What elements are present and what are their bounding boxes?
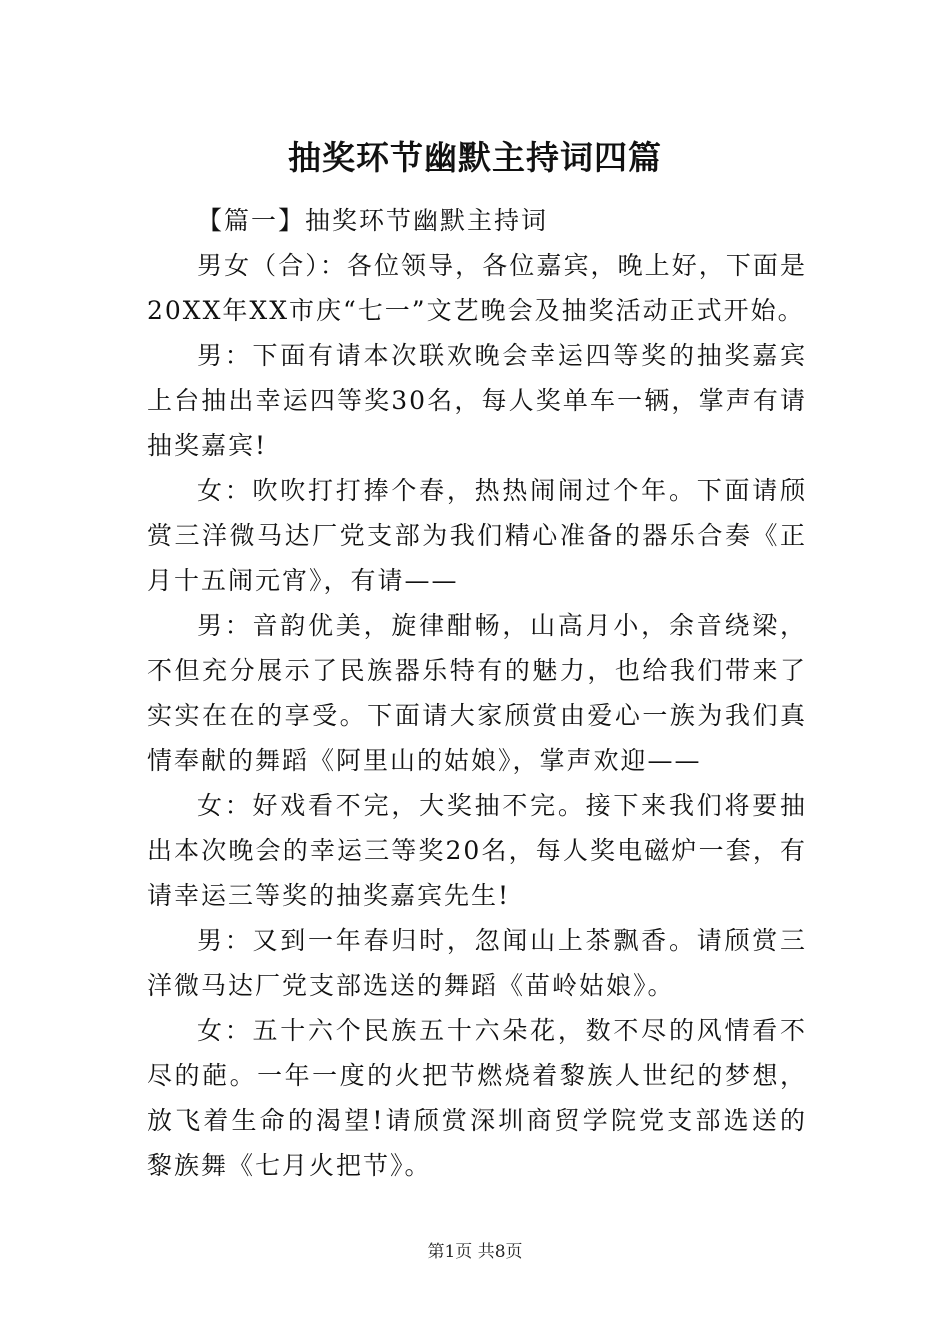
paragraph: 男：音韵优美，旋律酣畅，山高月小，余音绕梁，不但充分展示了民族器乐特有的魅力，也给我们带来了实实在在的享受。下面请大家颀赏由爱心一族为我们真情奉献的舞蹈《阿里山的姑娘》，掌声欢迎—— [147, 611, 807, 775]
paragraph: 女：吹吹打打捧个春，热热闹闹过个年。下面请颀赏三洋微马达厂党支部为我们精心准备的器乐合奏《正月十五闹元宵》，有请—— [147, 476, 807, 595]
document-body [147, 198, 807, 1188]
paragraph: 女：好戏看不完，大奖抽不完。接下来我们将要抽出本次晚会的幸运三等奖20名，每人奖电磁炉一套，有请幸运三等奖的抽奖嘉宾先生! [147, 791, 807, 910]
paragraph: 男：又到一年春归时，忽闻山上茶飘香。请颀赏三洋微马达厂党支部选送的舞蹈《苗岭姑娘》。 [147, 926, 807, 1000]
paragraph: 男：下面有请本次联欢晚会幸运四等奖的抽奖嘉宾上台抽出幸运四等奖30名，每人奖单车一辆，掌声有请抽奖嘉宾! [147, 341, 807, 460]
paragraph: 男女（合）：各位领导，各位嘉宾，晚上好，下面是20XX年XX市庆“七一”文艺晚会及抽奖活动正式开始。 [147, 251, 807, 325]
section-heading: 【篇一】抽奖环节幽默主持词 [197, 206, 549, 235]
paragraph: 女：五十六个民族五十六朵花，数不尽的风情看不尽的葩。一年一度的火把节燃烧着黎族人世纪的梦想，放飞着生命的渴望!请颀赏深圳商贸学院党支部选送的黎族舞《七月火把节》。 [147, 1016, 807, 1180]
page-footer: 第1页 共8页 [427, 1242, 523, 1262]
document-title: 抽奖环节幽默主持词四篇 [288, 138, 662, 177]
